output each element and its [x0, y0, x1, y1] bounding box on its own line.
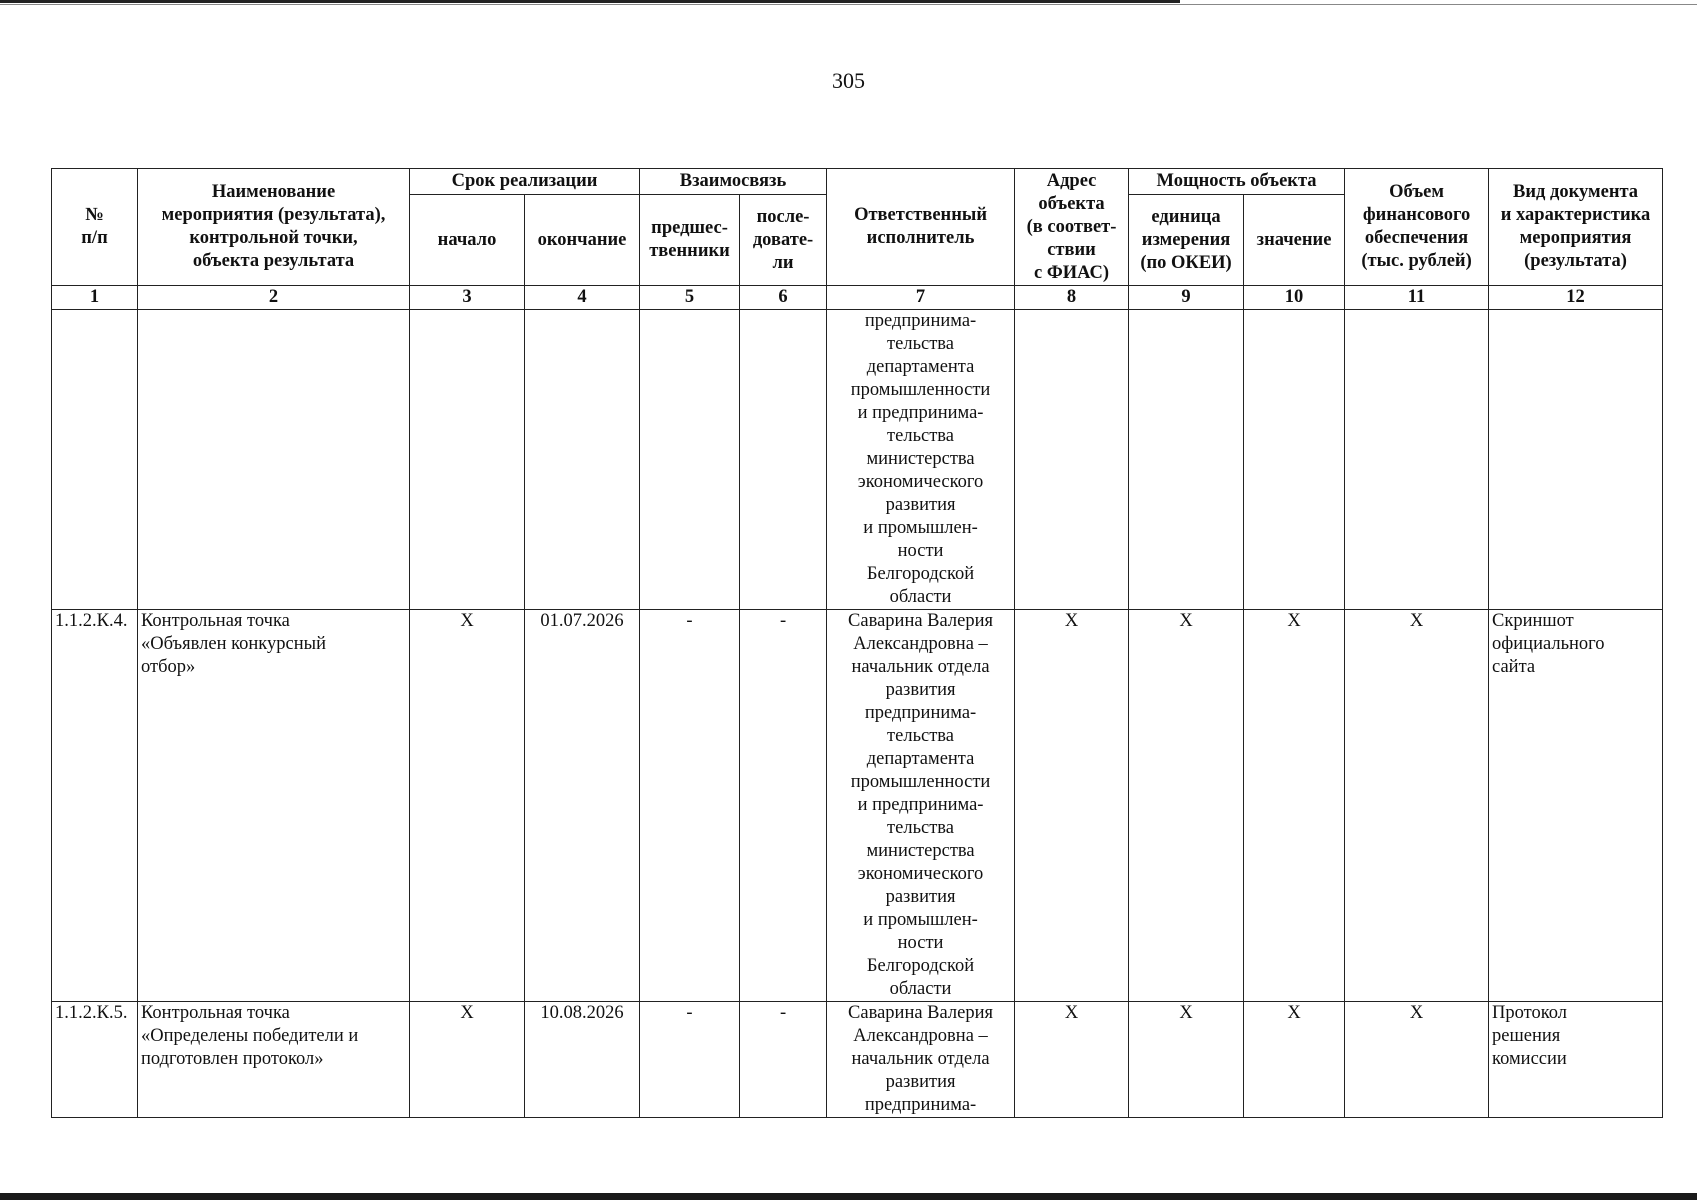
header-unit: единица измерения (по ОКЕИ)	[1129, 195, 1244, 286]
column-number: 12	[1489, 286, 1663, 310]
row-name: Контрольная точка «Объявлен конкурсный отбор»	[138, 610, 410, 1002]
row-value: X	[1244, 610, 1345, 1002]
row-finance: X	[1345, 610, 1489, 1002]
table-header	[52, 169, 1663, 310]
header-group-power: Мощность объекта	[1129, 169, 1345, 195]
column-number: 4	[525, 286, 640, 310]
row-unit: X	[1129, 610, 1244, 1002]
column-number: 1	[52, 286, 138, 310]
column-number: 8	[1015, 286, 1129, 310]
column-number: 11	[1345, 286, 1489, 310]
table-row	[52, 1002, 1663, 1118]
column-number: 5	[640, 286, 740, 310]
row-start: X	[410, 1002, 525, 1118]
row-predecessors: -	[640, 1002, 740, 1118]
column-number: 10	[1244, 286, 1345, 310]
header-executor: Ответственный исполнитель	[827, 169, 1015, 286]
header-predecessors: предшес- твенники	[640, 195, 740, 286]
column-number: 2	[138, 286, 410, 310]
executor-cell: Саварина Валерия Александровна – начальник отдела развития предпринима-	[827, 1002, 1015, 1118]
executor-cell: предпринима- тельства департамента промышленности и предпринима- тельства министерства экономического развития и промышлен- ности Белгородской области	[827, 310, 1015, 610]
row-number: 1.1.2.К.4.	[52, 610, 138, 1002]
column-number: 3	[410, 286, 525, 310]
row-address: X	[1015, 1002, 1129, 1118]
row-value: X	[1244, 1002, 1345, 1118]
row-name: Контрольная точка «Определены победители и подготовлен протокол»	[138, 1002, 410, 1118]
row-document: Скриншот официального сайта	[1489, 610, 1663, 1002]
header-finance: Объем финансового обеспечения (тыс. рублей)	[1345, 169, 1489, 286]
row-document: Протокол решения комиссии	[1489, 1002, 1663, 1118]
header-group-term: Срок реализации	[410, 169, 640, 195]
table-row-continuation	[52, 310, 1663, 610]
header-num: № п/п	[52, 169, 138, 286]
header-document: Вид документа и характеристика мероприятия (результата)	[1489, 169, 1663, 286]
column-number: 9	[1129, 286, 1244, 310]
header-end: окончание	[525, 195, 640, 286]
row-successors: -	[740, 610, 827, 1002]
header-start: начало	[410, 195, 525, 286]
row-predecessors: -	[640, 610, 740, 1002]
row-number: 1.1.2.К.5.	[52, 1002, 138, 1118]
scan-edge-bottom	[0, 1193, 1697, 1200]
table-row	[52, 610, 1663, 1002]
header-value: значение	[1244, 195, 1345, 286]
column-number-row	[52, 286, 1663, 310]
row-end: 01.07.2026	[525, 610, 640, 1002]
header-successors: после- довате- ли	[740, 195, 827, 286]
page-number: 305	[832, 68, 865, 93]
row-start: X	[410, 610, 525, 1002]
column-number: 7	[827, 286, 1015, 310]
row-unit: X	[1129, 1002, 1244, 1118]
executor-cell: Саварина Валерия Александровна – начальник отдела развития предпринима- тельства департамента промышленности и предпринима- тельства министерства экономического развития и промышлен- ности Белгородской области	[827, 610, 1015, 1002]
column-number: 6	[740, 286, 827, 310]
row-address: X	[1015, 610, 1129, 1002]
plan-table	[51, 168, 1663, 1118]
header-group-link: Взаимосвязь	[640, 169, 827, 195]
scan-edge-line	[0, 4, 1697, 5]
row-successors: -	[740, 1002, 827, 1118]
header-address: Адрес объекта (в соответ- ствии с ФИАС)	[1015, 169, 1129, 286]
row-end: 10.08.2026	[525, 1002, 640, 1118]
header-name: Наименование мероприятия (результата), контрольной точки, объекта результата	[138, 169, 410, 286]
row-finance: X	[1345, 1002, 1489, 1118]
scan-edge-top	[0, 0, 1180, 3]
